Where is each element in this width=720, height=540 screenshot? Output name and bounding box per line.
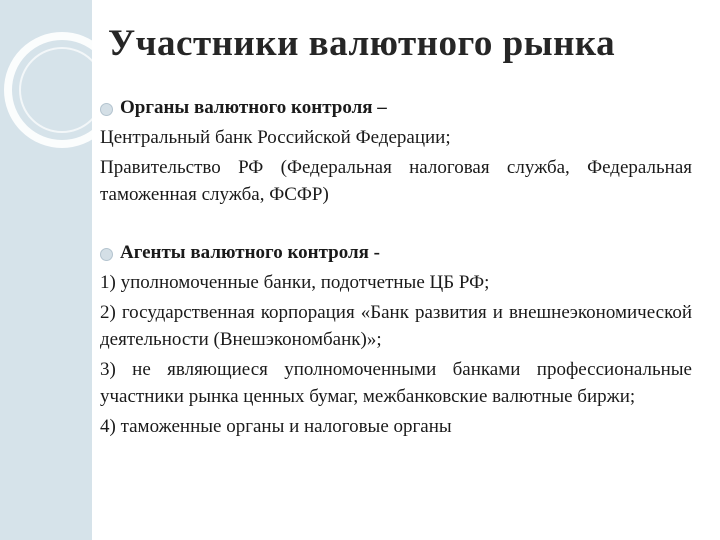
section2-line-1: 1) уполномоченные банки, подотчетные ЦБ РФ; — [100, 272, 490, 293]
content-body — [100, 94, 692, 443]
spacer — [100, 211, 692, 239]
section1-heading: Органы валютного контроля – — [120, 97, 387, 118]
section2-heading: Агенты валютного контроля - — [120, 242, 380, 263]
section2-line-4: 4) таможенные органы и налоговые органы — [100, 416, 452, 437]
section1-line-2: Правительство РФ (Федеральная налоговая служба, Федеральная таможенная служба, ФСФР) — [100, 157, 692, 205]
bullet-icon — [100, 103, 113, 116]
section2-line-3: 3) не являющиеся уполномоченными банками профессиональные участники рынка ценных бумаг, межбанковские валютные биржи; — [100, 359, 692, 407]
bullet-icon — [100, 248, 113, 261]
bullet-heading-1 — [100, 94, 692, 121]
bullet-heading-2 — [100, 239, 692, 266]
section1-line-1: Центральный банк Российской Федерации; — [100, 127, 451, 148]
page-title: Участники валютного рынка — [108, 23, 616, 64]
section2-line-2: 2) государственная корпорация «Банк развития и внешнеэкономической деятельности (Внешэкономбанк)»; — [100, 302, 692, 350]
